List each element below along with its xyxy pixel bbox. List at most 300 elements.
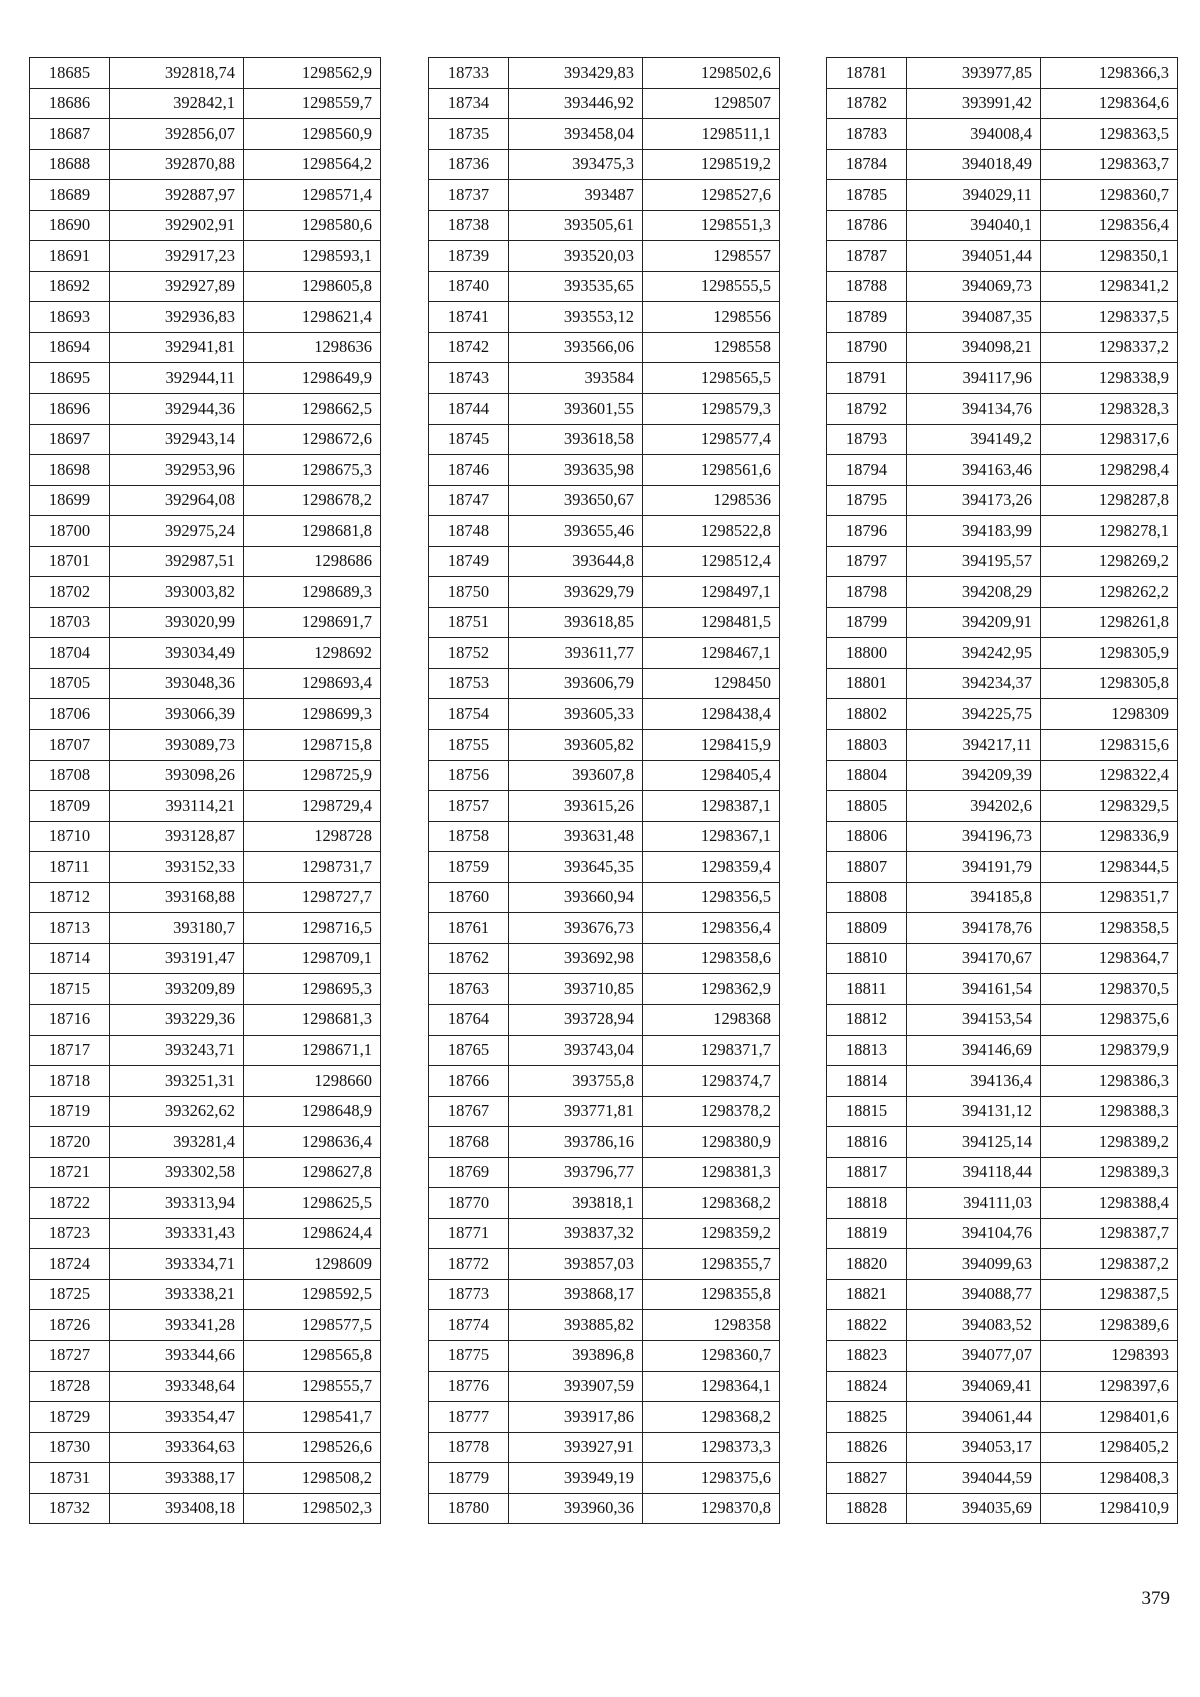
x-coordinate-cell: 394178,76 (907, 913, 1041, 944)
point-id-cell: 18721 (30, 1157, 110, 1188)
x-coordinate-cell: 393020,99 (110, 607, 244, 638)
y-coordinate-cell: 1298558 (643, 332, 780, 363)
table-row (30, 1035, 381, 1066)
y-coordinate-cell: 1298672,6 (244, 424, 381, 455)
x-coordinate-cell: 393645,35 (509, 852, 643, 883)
y-coordinate-cell: 1298577,5 (244, 1310, 381, 1341)
point-id-cell: 18694 (30, 332, 110, 363)
x-coordinate-cell: 394149,2 (907, 424, 1041, 455)
y-coordinate-cell: 1298262,2 (1041, 577, 1178, 608)
table-row (30, 58, 381, 89)
table-row (30, 1402, 381, 1433)
point-id-cell: 18764 (429, 1004, 509, 1035)
point-id-cell: 18825 (827, 1402, 907, 1433)
point-id-cell: 18824 (827, 1371, 907, 1402)
table-row (827, 943, 1178, 974)
point-id-cell: 18712 (30, 882, 110, 913)
table-row (827, 424, 1178, 455)
x-coordinate-cell: 392975,24 (110, 516, 244, 547)
point-id-cell: 18806 (827, 821, 907, 852)
point-id-cell: 18717 (30, 1035, 110, 1066)
point-id-cell: 18765 (429, 1035, 509, 1066)
x-coordinate-cell: 392941,81 (110, 332, 244, 363)
x-coordinate-cell: 393927,91 (509, 1432, 643, 1463)
table-row (827, 1493, 1178, 1524)
y-coordinate-cell: 1298692 (244, 638, 381, 669)
table-row (30, 546, 381, 577)
table-row (827, 668, 1178, 699)
table-row (30, 88, 381, 119)
table-row (429, 1096, 780, 1127)
y-coordinate-cell: 1298481,5 (643, 607, 780, 638)
point-id-cell: 18822 (827, 1310, 907, 1341)
table-row (429, 424, 780, 455)
point-id-cell: 18784 (827, 149, 907, 180)
x-coordinate-cell: 393048,36 (110, 668, 244, 699)
table-row (827, 974, 1178, 1005)
point-id-cell: 18782 (827, 88, 907, 119)
y-coordinate-cell: 1298699,3 (244, 699, 381, 730)
point-id-cell: 18685 (30, 58, 110, 89)
y-coordinate-cell: 1298387,2 (1041, 1249, 1178, 1280)
point-id-cell: 18791 (827, 363, 907, 394)
point-id-cell: 18759 (429, 852, 509, 883)
y-coordinate-cell: 1298526,6 (244, 1432, 381, 1463)
y-coordinate-cell: 1298562,9 (244, 58, 381, 89)
table-row (827, 791, 1178, 822)
point-id-cell: 18729 (30, 1402, 110, 1433)
x-coordinate-cell: 394098,21 (907, 332, 1041, 363)
y-coordinate-cell: 1298624,4 (244, 1218, 381, 1249)
x-coordinate-cell: 393098,26 (110, 760, 244, 791)
point-id-cell: 18738 (429, 210, 509, 241)
table-row (827, 1249, 1178, 1280)
x-coordinate-cell: 393229,36 (110, 1004, 244, 1035)
x-coordinate-cell: 394131,12 (907, 1096, 1041, 1127)
y-coordinate-cell: 1298536 (643, 485, 780, 516)
table-row (429, 546, 780, 577)
x-coordinate-cell: 392818,74 (110, 58, 244, 89)
x-coordinate-cell: 393755,8 (509, 1066, 643, 1097)
table-row (30, 1249, 381, 1280)
table-row (827, 1432, 1178, 1463)
point-id-cell: 18742 (429, 332, 509, 363)
y-coordinate-cell: 1298693,4 (244, 668, 381, 699)
y-coordinate-cell: 1298627,8 (244, 1157, 381, 1188)
point-id-cell: 18733 (429, 58, 509, 89)
x-coordinate-cell: 392936,83 (110, 302, 244, 333)
x-coordinate-cell: 394035,69 (907, 1493, 1041, 1524)
table-row (827, 1218, 1178, 1249)
y-coordinate-cell: 1298527,6 (643, 180, 780, 211)
point-id-cell: 18788 (827, 271, 907, 302)
table-row (429, 363, 780, 394)
y-coordinate-cell: 1298715,8 (244, 730, 381, 761)
y-coordinate-cell: 1298522,8 (643, 516, 780, 547)
x-coordinate-cell: 394225,75 (907, 699, 1041, 730)
y-coordinate-cell: 1298729,4 (244, 791, 381, 822)
x-coordinate-cell: 394209,39 (907, 760, 1041, 791)
x-coordinate-cell: 394008,4 (907, 119, 1041, 150)
x-coordinate-cell: 393334,71 (110, 1249, 244, 1280)
y-coordinate-cell: 1298648,9 (244, 1096, 381, 1127)
table-row (30, 455, 381, 486)
point-id-cell: 18809 (827, 913, 907, 944)
table-row (30, 210, 381, 241)
table-row (827, 455, 1178, 486)
point-id-cell: 18736 (429, 149, 509, 180)
table-row (827, 394, 1178, 425)
table-row (30, 1463, 381, 1494)
table-row (429, 1218, 780, 1249)
y-coordinate-cell: 1298689,3 (244, 577, 381, 608)
y-coordinate-cell: 1298371,7 (643, 1035, 780, 1066)
point-id-cell: 18687 (30, 119, 110, 150)
point-id-cell: 18710 (30, 821, 110, 852)
y-coordinate-cell: 1298388,3 (1041, 1096, 1178, 1127)
table-row (429, 821, 780, 852)
x-coordinate-cell: 394069,41 (907, 1371, 1041, 1402)
point-id-cell: 18805 (827, 791, 907, 822)
point-id-cell: 18814 (827, 1066, 907, 1097)
x-coordinate-cell: 393991,42 (907, 88, 1041, 119)
y-coordinate-cell: 1298364,6 (1041, 88, 1178, 119)
table-row (429, 730, 780, 761)
y-coordinate-cell: 1298415,9 (643, 730, 780, 761)
table-row (827, 149, 1178, 180)
table-row (429, 1188, 780, 1219)
x-coordinate-cell: 393605,33 (509, 699, 643, 730)
table-row (30, 1218, 381, 1249)
table-row (429, 271, 780, 302)
x-coordinate-cell: 394242,95 (907, 638, 1041, 669)
table-row (30, 852, 381, 883)
point-id-cell: 18776 (429, 1371, 509, 1402)
table-row (30, 241, 381, 272)
y-coordinate-cell: 1298508,2 (244, 1463, 381, 1494)
point-id-cell: 18800 (827, 638, 907, 669)
point-id-cell: 18797 (827, 546, 907, 577)
point-id-cell: 18737 (429, 180, 509, 211)
y-coordinate-cell: 1298364,7 (1041, 943, 1178, 974)
y-coordinate-cell: 1298551,3 (643, 210, 780, 241)
x-coordinate-cell: 393243,71 (110, 1035, 244, 1066)
y-coordinate-cell: 1298675,3 (244, 455, 381, 486)
table-row (429, 1004, 780, 1035)
table-row (429, 1157, 780, 1188)
point-id-cell: 18697 (30, 424, 110, 455)
y-coordinate-cell: 1298387,5 (1041, 1279, 1178, 1310)
y-coordinate-cell: 1298350,1 (1041, 241, 1178, 272)
point-id-cell: 18714 (30, 943, 110, 974)
y-coordinate-cell: 1298681,8 (244, 516, 381, 547)
coordinate-table-2 (428, 57, 780, 1524)
x-coordinate-cell: 394185,8 (907, 882, 1041, 913)
x-coordinate-cell: 393786,16 (509, 1127, 643, 1158)
y-coordinate-cell: 1298511,1 (643, 119, 780, 150)
y-coordinate-cell: 1298287,8 (1041, 485, 1178, 516)
table-row (429, 180, 780, 211)
point-id-cell: 18718 (30, 1066, 110, 1097)
table-row (827, 607, 1178, 638)
x-coordinate-cell: 394170,67 (907, 943, 1041, 974)
y-coordinate-cell: 1298329,5 (1041, 791, 1178, 822)
x-coordinate-cell: 393338,21 (110, 1279, 244, 1310)
x-coordinate-cell: 394146,69 (907, 1035, 1041, 1066)
page-number: 379 (1141, 1588, 1170, 1609)
x-coordinate-cell: 393584 (509, 363, 643, 394)
table-row (429, 58, 780, 89)
y-coordinate-cell: 1298337,2 (1041, 332, 1178, 363)
x-coordinate-cell: 394234,37 (907, 668, 1041, 699)
y-coordinate-cell: 1298580,6 (244, 210, 381, 241)
x-coordinate-cell: 392887,97 (110, 180, 244, 211)
y-coordinate-cell: 1298387,7 (1041, 1218, 1178, 1249)
y-coordinate-cell: 1298507 (643, 88, 780, 119)
point-id-cell: 18819 (827, 1218, 907, 1249)
point-id-cell: 18796 (827, 516, 907, 547)
y-coordinate-cell: 1298370,8 (643, 1493, 780, 1524)
x-coordinate-cell: 393034,49 (110, 638, 244, 669)
table-row (30, 730, 381, 761)
table-row (827, 1402, 1178, 1433)
point-id-cell: 18719 (30, 1096, 110, 1127)
point-id-cell: 18803 (827, 730, 907, 761)
table-row (827, 1004, 1178, 1035)
table-row (827, 302, 1178, 333)
point-id-cell: 18780 (429, 1493, 509, 1524)
point-id-cell: 18762 (429, 943, 509, 974)
y-coordinate-cell: 1298557 (643, 241, 780, 272)
x-coordinate-cell: 393446,92 (509, 88, 643, 119)
table-row (827, 516, 1178, 547)
y-coordinate-cell: 1298328,3 (1041, 394, 1178, 425)
x-coordinate-cell: 394136,4 (907, 1066, 1041, 1097)
y-coordinate-cell: 1298728 (244, 821, 381, 852)
point-id-cell: 18826 (827, 1432, 907, 1463)
y-coordinate-cell: 1298605,8 (244, 271, 381, 302)
table-row (429, 119, 780, 150)
y-coordinate-cell: 1298393 (1041, 1340, 1178, 1371)
table-row (429, 1066, 780, 1097)
point-id-cell: 18774 (429, 1310, 509, 1341)
table-row (429, 1035, 780, 1066)
y-coordinate-cell: 1298731,7 (244, 852, 381, 883)
point-id-cell: 18693 (30, 302, 110, 333)
point-id-cell: 18728 (30, 1371, 110, 1402)
y-coordinate-cell: 1298380,9 (643, 1127, 780, 1158)
table-row (827, 821, 1178, 852)
table-row (827, 1096, 1178, 1127)
point-id-cell: 18802 (827, 699, 907, 730)
y-coordinate-cell: 1298373,3 (643, 1432, 780, 1463)
x-coordinate-cell: 393796,77 (509, 1157, 643, 1188)
y-coordinate-cell: 1298362,9 (643, 974, 780, 1005)
table-row (429, 149, 780, 180)
point-id-cell: 18761 (429, 913, 509, 944)
table-row (429, 394, 780, 425)
point-id-cell: 18743 (429, 363, 509, 394)
y-coordinate-cell: 1298709,1 (244, 943, 381, 974)
point-id-cell: 18787 (827, 241, 907, 272)
y-coordinate-cell: 1298261,8 (1041, 607, 1178, 638)
point-id-cell: 18754 (429, 699, 509, 730)
x-coordinate-cell: 394217,11 (907, 730, 1041, 761)
y-coordinate-cell: 1298368,2 (643, 1402, 780, 1433)
table-row (30, 760, 381, 791)
x-coordinate-cell: 394161,54 (907, 974, 1041, 1005)
table-row (827, 760, 1178, 791)
table-row (30, 821, 381, 852)
x-coordinate-cell: 394183,99 (907, 516, 1041, 547)
x-coordinate-cell: 393618,58 (509, 424, 643, 455)
point-id-cell: 18794 (827, 455, 907, 486)
point-id-cell: 18766 (429, 1066, 509, 1097)
x-coordinate-cell: 394083,52 (907, 1310, 1041, 1341)
y-coordinate-cell: 1298305,8 (1041, 668, 1178, 699)
x-coordinate-cell: 393566,06 (509, 332, 643, 363)
point-id-cell: 18695 (30, 363, 110, 394)
y-coordinate-cell: 1298408,3 (1041, 1463, 1178, 1494)
point-id-cell: 18779 (429, 1463, 509, 1494)
coordinate-table-3 (826, 57, 1178, 1524)
table-row (429, 1371, 780, 1402)
x-coordinate-cell: 393629,79 (509, 577, 643, 608)
y-coordinate-cell: 1298366,3 (1041, 58, 1178, 89)
table-row (30, 332, 381, 363)
x-coordinate-cell: 393128,87 (110, 821, 244, 852)
y-coordinate-cell: 1298387,1 (643, 791, 780, 822)
y-coordinate-cell: 1298716,5 (244, 913, 381, 944)
x-coordinate-cell: 393977,85 (907, 58, 1041, 89)
x-coordinate-cell: 393743,04 (509, 1035, 643, 1066)
y-coordinate-cell: 1298322,4 (1041, 760, 1178, 791)
x-coordinate-cell: 393313,94 (110, 1188, 244, 1219)
x-coordinate-cell: 392987,51 (110, 546, 244, 577)
table-row (827, 882, 1178, 913)
x-coordinate-cell: 393676,73 (509, 913, 643, 944)
y-coordinate-cell: 1298309 (1041, 699, 1178, 730)
table-row (827, 180, 1178, 211)
point-id-cell: 18716 (30, 1004, 110, 1035)
y-coordinate-cell: 1298691,7 (244, 607, 381, 638)
x-coordinate-cell: 393364,63 (110, 1432, 244, 1463)
y-coordinate-cell: 1298636,4 (244, 1127, 381, 1158)
x-coordinate-cell: 394044,59 (907, 1463, 1041, 1494)
x-coordinate-cell: 393302,58 (110, 1157, 244, 1188)
point-id-cell: 18705 (30, 668, 110, 699)
table-row (30, 1157, 381, 1188)
point-id-cell: 18730 (30, 1432, 110, 1463)
point-id-cell: 18810 (827, 943, 907, 974)
table-row (827, 210, 1178, 241)
y-coordinate-cell: 1298397,6 (1041, 1371, 1178, 1402)
point-id-cell: 18785 (827, 180, 907, 211)
table-row (30, 577, 381, 608)
point-id-cell: 18696 (30, 394, 110, 425)
table-row (30, 119, 381, 150)
table-row (30, 791, 381, 822)
y-coordinate-cell: 1298609 (244, 1249, 381, 1280)
x-coordinate-cell: 393505,61 (509, 210, 643, 241)
y-coordinate-cell: 1298364,1 (643, 1371, 780, 1402)
point-id-cell: 18731 (30, 1463, 110, 1494)
y-coordinate-cell: 1298450 (643, 668, 780, 699)
x-coordinate-cell: 393251,31 (110, 1066, 244, 1097)
x-coordinate-cell: 393281,4 (110, 1127, 244, 1158)
x-coordinate-cell: 393644,8 (509, 546, 643, 577)
x-coordinate-cell: 393660,94 (509, 882, 643, 913)
point-id-cell: 18711 (30, 852, 110, 883)
x-coordinate-cell: 393487 (509, 180, 643, 211)
y-coordinate-cell: 1298541,7 (244, 1402, 381, 1433)
x-coordinate-cell: 394196,73 (907, 821, 1041, 852)
y-coordinate-cell: 1298401,6 (1041, 1402, 1178, 1433)
y-coordinate-cell: 1298379,9 (1041, 1035, 1178, 1066)
table-row (827, 699, 1178, 730)
x-coordinate-cell: 394088,77 (907, 1279, 1041, 1310)
x-coordinate-cell: 394087,35 (907, 302, 1041, 333)
x-coordinate-cell: 394209,91 (907, 607, 1041, 638)
point-id-cell: 18688 (30, 149, 110, 180)
x-coordinate-cell: 392870,88 (110, 149, 244, 180)
x-coordinate-cell: 394195,57 (907, 546, 1041, 577)
point-id-cell: 18690 (30, 210, 110, 241)
y-coordinate-cell: 1298625,5 (244, 1188, 381, 1219)
point-id-cell: 18722 (30, 1188, 110, 1219)
x-coordinate-cell: 394051,44 (907, 241, 1041, 272)
table-row (30, 1493, 381, 1524)
x-coordinate-cell: 394202,6 (907, 791, 1041, 822)
y-coordinate-cell: 1298565,5 (643, 363, 780, 394)
x-coordinate-cell: 392902,91 (110, 210, 244, 241)
table-row (429, 1310, 780, 1341)
point-id-cell: 18813 (827, 1035, 907, 1066)
table-row (429, 1463, 780, 1494)
coordinate-table-1 (29, 57, 381, 1524)
x-coordinate-cell: 393611,77 (509, 638, 643, 669)
table-row (30, 699, 381, 730)
point-id-cell: 18727 (30, 1340, 110, 1371)
y-coordinate-cell: 1298359,4 (643, 852, 780, 883)
point-id-cell: 18769 (429, 1157, 509, 1188)
y-coordinate-cell: 1298649,9 (244, 363, 381, 394)
y-coordinate-cell: 1298502,3 (244, 1493, 381, 1524)
point-id-cell: 18750 (429, 577, 509, 608)
point-id-cell: 18751 (429, 607, 509, 638)
y-coordinate-cell: 1298555,5 (643, 271, 780, 302)
x-coordinate-cell: 393180,7 (110, 913, 244, 944)
point-id-cell: 18757 (429, 791, 509, 822)
y-coordinate-cell: 1298579,3 (643, 394, 780, 425)
table-row (30, 485, 381, 516)
table-row (30, 882, 381, 913)
y-coordinate-cell: 1298368,2 (643, 1188, 780, 1219)
x-coordinate-cell: 393553,12 (509, 302, 643, 333)
x-coordinate-cell: 393114,21 (110, 791, 244, 822)
x-coordinate-cell: 393896,8 (509, 1340, 643, 1371)
y-coordinate-cell: 1298386,3 (1041, 1066, 1178, 1097)
point-id-cell: 18747 (429, 485, 509, 516)
point-id-cell: 18799 (827, 607, 907, 638)
x-coordinate-cell: 392953,96 (110, 455, 244, 486)
point-id-cell: 18692 (30, 271, 110, 302)
point-id-cell: 18811 (827, 974, 907, 1005)
table-row (30, 1188, 381, 1219)
point-id-cell: 18777 (429, 1402, 509, 1433)
point-id-cell: 18744 (429, 394, 509, 425)
x-coordinate-cell: 393728,94 (509, 1004, 643, 1035)
